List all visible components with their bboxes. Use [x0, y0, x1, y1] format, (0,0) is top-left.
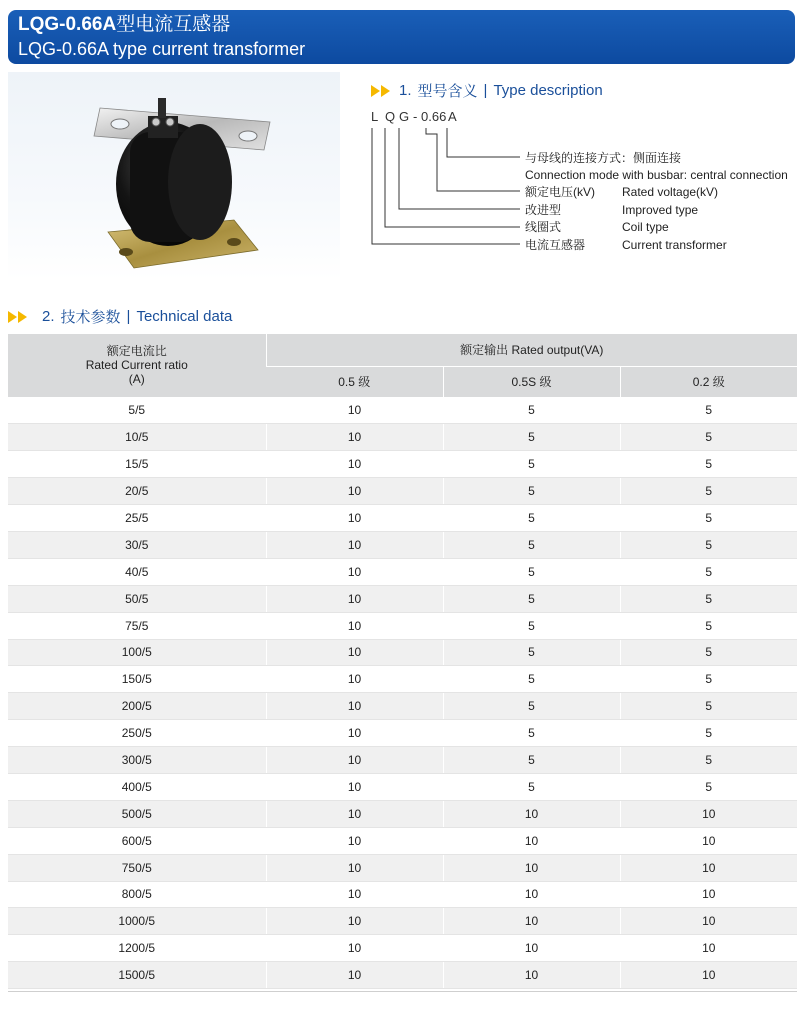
output-cell: 10	[620, 935, 797, 962]
title-separator: |	[126, 308, 131, 325]
output-cell: 10	[443, 935, 620, 962]
product-photo	[8, 72, 340, 280]
output-cell: 10	[266, 962, 443, 989]
code-char: -	[413, 109, 418, 124]
section-number: 1.	[399, 82, 412, 99]
ratio-cell: 30/5	[8, 531, 266, 558]
table-row	[8, 612, 797, 639]
section-number: 2.	[42, 308, 55, 325]
output-cell: 5	[443, 612, 620, 639]
output-cell: 10	[443, 800, 620, 827]
output-cell: 10	[443, 854, 620, 881]
section-title-cn: 型号含义	[417, 83, 478, 100]
ratio-cell: 50/5	[8, 585, 266, 612]
technical-data-heading	[8, 306, 232, 327]
ratio-header	[8, 334, 266, 397]
ratio-cell: 75/5	[8, 612, 266, 639]
output-cell: 5	[620, 585, 797, 612]
output-cell: 10	[620, 827, 797, 854]
legend-ct-cn: 电流互感器	[525, 238, 586, 252]
ratio-cell: 600/5	[8, 827, 266, 854]
code-char: L	[371, 109, 379, 124]
output-cell: 10	[266, 558, 443, 585]
output-cell: 10	[266, 397, 443, 424]
table-row	[8, 935, 797, 962]
output-cell: 5	[443, 720, 620, 747]
table-row	[8, 531, 797, 558]
legend-coil-en: Coil type	[622, 220, 669, 234]
ratio-header-cn: 额定电流比	[106, 344, 167, 359]
output-cell: 10	[266, 505, 443, 532]
section-title-en: Type description	[493, 82, 603, 99]
code-char: 0.66	[421, 109, 447, 124]
ratio-cell: 300/5	[8, 747, 266, 774]
ratio-cell: 15/5	[8, 451, 266, 478]
output-cell: 5	[443, 747, 620, 774]
output-cell: 5	[620, 531, 797, 558]
output-cell: 10	[266, 747, 443, 774]
table-row	[8, 639, 797, 666]
output-cell: 5	[443, 639, 620, 666]
output-cell: 10	[620, 908, 797, 935]
output-cell: 5	[620, 478, 797, 505]
ratio-cell: 150/5	[8, 666, 266, 693]
model-number: LQG-0.66A	[18, 14, 117, 35]
output-cell: 5	[443, 585, 620, 612]
output-cell: 5	[620, 747, 797, 774]
output-cell: 5	[443, 773, 620, 800]
table-row	[8, 451, 797, 478]
table-row	[8, 478, 797, 505]
output-cell: 10	[443, 827, 620, 854]
table-row	[8, 585, 797, 612]
ratio-cell: 1500/5	[8, 962, 266, 989]
title-en: LQG-0.66A type current transformer	[18, 39, 306, 59]
output-cell: 10	[266, 827, 443, 854]
output-cell: 10	[266, 881, 443, 908]
output-cell: 5	[620, 666, 797, 693]
output-cell: 10	[266, 908, 443, 935]
output-cell: 5	[443, 478, 620, 505]
table-bottom-rule	[8, 991, 797, 992]
output-cell: 5	[443, 451, 620, 478]
table-row	[8, 881, 797, 908]
ratio-header-en: Rated Current ratio	[85, 358, 188, 373]
legend-ct-en: Current transformer	[622, 238, 727, 252]
output-cell: 10	[620, 881, 797, 908]
legend-voltage-cn: 额定电压(kV)	[525, 185, 595, 199]
table-row	[8, 693, 797, 720]
ratio-cell: 500/5	[8, 800, 266, 827]
ratio-cell: 5/5	[8, 397, 266, 424]
class-header-0.5: 0.5 级	[266, 366, 443, 397]
output-cell: 5	[620, 505, 797, 532]
table-row	[8, 747, 797, 774]
title-banner	[8, 10, 795, 64]
output-cell: 10	[266, 720, 443, 747]
output-cell: 10	[266, 612, 443, 639]
output-cell: 5	[443, 666, 620, 693]
output-cell: 10	[266, 666, 443, 693]
output-cell: 5	[620, 424, 797, 451]
table-row	[8, 773, 797, 800]
ratio-cell: 10/5	[8, 424, 266, 451]
legend-coil-cn: 线圈式	[525, 220, 562, 234]
output-cell: 10	[266, 800, 443, 827]
output-header: 额定输出 Rated output(VA)	[266, 334, 797, 366]
title-cn-suffix: 型电流互感器	[116, 14, 231, 35]
output-cell: 5	[620, 397, 797, 424]
output-cell: 5	[620, 639, 797, 666]
output-cell: 5	[443, 693, 620, 720]
type-description-heading	[371, 80, 603, 101]
output-cell: 10	[266, 693, 443, 720]
output-cell: 5	[443, 424, 620, 451]
table-row	[8, 424, 797, 451]
output-cell: 5	[620, 612, 797, 639]
legend-connection-cn: 与母线的连接方式：侧面连接	[525, 151, 682, 165]
ratio-cell: 1200/5	[8, 935, 266, 962]
ratio-cell: 40/5	[8, 558, 266, 585]
output-cell: 10	[620, 854, 797, 881]
table-row	[8, 908, 797, 935]
title-separator: |	[483, 82, 488, 99]
output-cell: 10	[266, 773, 443, 800]
current-transformer-image	[8, 72, 340, 280]
table-row	[8, 505, 797, 532]
output-cell: 10	[443, 962, 620, 989]
table-row	[8, 558, 797, 585]
output-cell: 10	[620, 800, 797, 827]
output-cell: 10	[266, 585, 443, 612]
technical-data-table	[8, 334, 797, 989]
output-cell: 5	[620, 720, 797, 747]
output-cell: 10	[620, 962, 797, 989]
table-row	[8, 720, 797, 747]
section-title-cn: 技术参数	[60, 309, 121, 326]
double-arrow-icon	[8, 311, 28, 323]
output-cell: 5	[443, 558, 620, 585]
output-cell: 10	[266, 639, 443, 666]
table-body	[8, 397, 797, 989]
class-header-0.2: 0.2 级	[620, 366, 797, 397]
table-row	[8, 827, 797, 854]
code-char: A	[448, 109, 457, 124]
table-row	[8, 666, 797, 693]
ratio-cell: 20/5	[8, 478, 266, 505]
ratio-cell: 200/5	[8, 693, 266, 720]
output-cell: 10	[266, 451, 443, 478]
section-title-en: Technical data	[136, 308, 233, 325]
ratio-cell: 100/5	[8, 639, 266, 666]
legend-connection-en: Connection mode with busbar: central connection	[525, 168, 788, 182]
ratio-header-unit: (A)	[128, 372, 145, 387]
table-row	[8, 397, 797, 424]
code-char: Q	[385, 109, 396, 124]
output-cell: 5	[620, 693, 797, 720]
double-arrow-icon	[371, 85, 391, 97]
output-cell: 5	[443, 397, 620, 424]
code-char: G	[399, 109, 410, 124]
output-cell: 5	[620, 558, 797, 585]
output-cell: 10	[266, 424, 443, 451]
ratio-cell: 750/5	[8, 854, 266, 881]
ratio-cell: 400/5	[8, 773, 266, 800]
table-row	[8, 800, 797, 827]
output-cell: 5	[620, 451, 797, 478]
output-cell: 10	[266, 531, 443, 558]
output-cell: 5	[620, 773, 797, 800]
table-row	[8, 962, 797, 989]
output-cell: 10	[266, 854, 443, 881]
ratio-cell: 800/5	[8, 881, 266, 908]
output-cell: 5	[443, 531, 620, 558]
table-row	[8, 854, 797, 881]
class-header-0.5S: 0.5S 级	[443, 366, 620, 397]
legend-improved-en: Improved type	[622, 203, 699, 217]
output-cell: 5	[443, 505, 620, 532]
output-cell: 10	[443, 881, 620, 908]
ratio-cell: 25/5	[8, 505, 266, 532]
output-cell: 10	[266, 935, 443, 962]
title-cn	[18, 14, 230, 36]
legend-improved-cn: 改进型	[525, 203, 562, 217]
ratio-cell: 1000/5	[8, 908, 266, 935]
ratio-cell: 250/5	[8, 720, 266, 747]
output-cell: 10	[266, 478, 443, 505]
legend-voltage-en: Rated voltage(kV)	[622, 185, 719, 199]
output-cell: 10	[443, 908, 620, 935]
